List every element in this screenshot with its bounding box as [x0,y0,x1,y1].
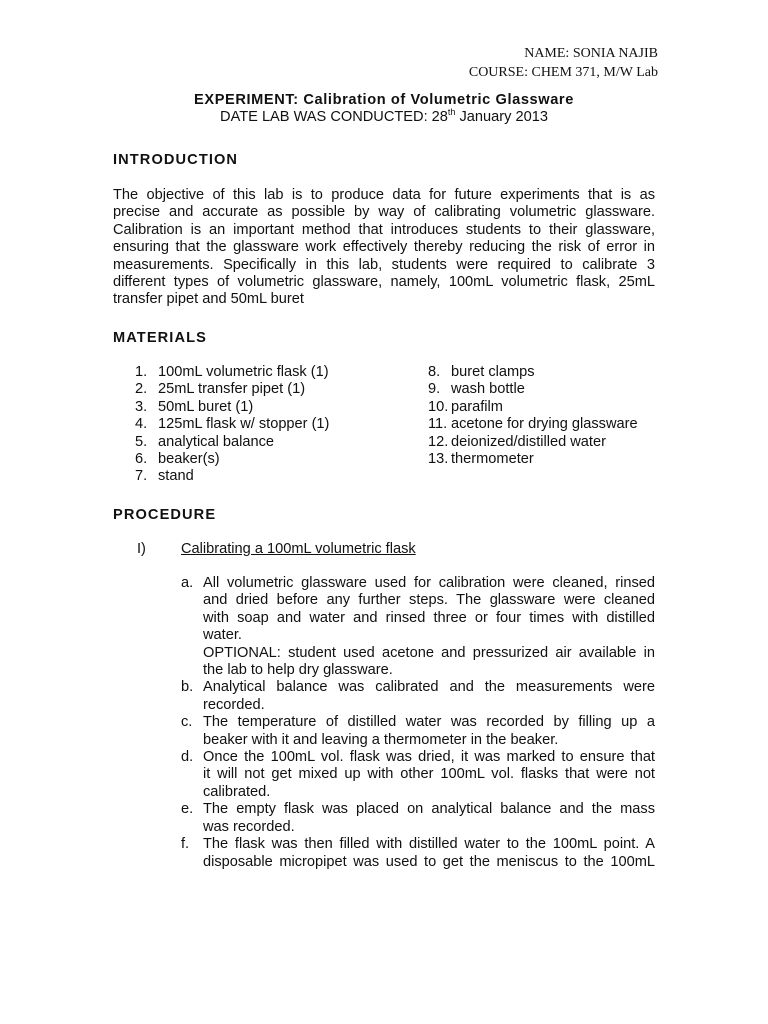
material-item [428,399,638,416]
procedure-steps [181,575,655,871]
material-text: acetone for drying glassware [451,416,638,433]
step-line: beaker with it and leaving a thermometer in the beaker. [203,731,559,748]
material-number: 1. [135,364,148,380]
introduction-line: transfer pipet and 50mL buret [113,291,304,308]
material-text: wash bottle [451,381,525,398]
material-text: 125mL flask w/ stopper (1) [158,416,330,433]
material-number: 6. [135,450,148,467]
material-number: 5. [135,433,148,450]
material-text: stand [158,468,194,485]
material-number: 13. [428,450,449,467]
step-text [203,749,655,801]
material-number: 11. [428,416,448,433]
step-line: OPTIONAL: student used acetone and pressurized air available in [203,644,655,661]
material-number: 10. [428,398,449,415]
step-letter: c. [181,714,193,731]
step-line: disposable micropipet was used to get the meniscus to the 100mL [203,853,655,870]
material-item [428,451,638,468]
material-item [135,364,329,381]
material-item [135,451,329,468]
step-letter: f. [181,836,190,853]
material-text: 100mL volumetric flask (1) [158,364,329,380]
material-number: 4. [135,416,148,433]
introduction-line: ensuring that the glassware work effectively thereby reducing the risk of error in [113,239,655,256]
materials-list-right [428,364,638,468]
introduction-line: Calibration is an important method that introduces students to their glassware, [113,221,655,238]
student-name: NAME: SONIA NAJIB [524,46,658,61]
material-number: 12. [428,433,449,450]
step-line: it will not get mixed up with other 100mL vol. flasks that were not [203,766,655,783]
material-number: 3. [135,398,148,415]
introduction-line: The objective of this lab is to produce data for future experiments that is as [113,187,655,203]
material-text: deionized/distilled water [451,433,606,450]
experiment-title: EXPERIMENT: Calibration of Volumetric Glassware [194,92,574,108]
material-text: parafilm [451,398,503,415]
material-item [428,434,638,451]
step-line: water. [203,627,242,644]
step-line: The temperature of distilled water was recorded by filling up a [203,714,655,731]
material-item [135,399,329,416]
introduction-line: measurements. Specifically in this lab, students were required to calibrate 3 [113,256,655,273]
procedure-step [181,575,655,679]
procedure-step [181,749,655,801]
step-letter: e. [181,801,194,818]
step-letter: b. [181,679,194,696]
step-line: Analytical balance was calibrated and the measurements were [203,679,655,696]
material-text: thermometer [451,450,534,467]
material-item [135,381,329,398]
date-suffix: January 2013 [455,109,548,125]
step-text [203,575,655,679]
step-line: recorded. [203,696,265,713]
step-line: the lab to help dry glassware. [203,662,393,679]
material-text: 50mL buret (1) [158,398,254,415]
step-line: and dried before any further steps. The glassware were cleaned [203,592,655,609]
introduction-heading: INTRODUCTION [113,152,239,168]
material-item [428,364,638,381]
step-text [203,714,655,749]
material-text: buret clamps [451,364,535,380]
step-line: The flask was then filled with distilled water to the 100mL point. A [203,836,655,853]
step-line: The empty flask was placed on analytical balance and the mass [203,801,655,818]
procedure-step [181,836,655,871]
introduction-line: precise and accurate as possible by way of calibrating volumetric glassware. [113,204,655,221]
material-item [135,434,329,451]
material-text: 25mL transfer pipet (1) [158,381,306,398]
student-header [469,44,658,82]
step-line: All volumetric glassware used for calibration were cleaned, rinsed [203,575,655,591]
material-number: 7. [135,468,148,485]
date-ordinal: th [447,107,456,118]
step-line: calibrated. [203,783,271,800]
procedure-heading: PROCEDURE [113,507,217,523]
material-item [428,381,638,398]
material-number: 2. [135,381,148,398]
step-text [203,679,655,714]
procedure-step [181,801,655,836]
step-text [203,836,655,871]
material-number: 9. [428,381,441,398]
step-text [203,801,655,836]
step-line: Once the 100mL vol. flask was dried, it was marked to ensure that [203,749,655,766]
introduction-line: different types of volumetric glassware, namely, 100mL volumetric flask, 25mL [113,274,655,291]
materials-heading: MATERIALS [113,330,207,346]
step-line: was recorded. [203,818,295,835]
date-conducted [0,109,768,126]
step-line: with soap and water and rinsed three or four times with distilled [203,609,655,626]
material-number: 8. [428,364,441,380]
material-item [135,416,329,433]
materials-list-left [135,364,329,486]
procedure-step [181,714,655,749]
procedure-part-numeral: I) [137,541,146,557]
material-item [428,416,638,433]
material-item [135,468,329,485]
step-letter: d. [181,749,194,766]
introduction-paragraph [113,187,655,309]
course-name: COURSE: CHEM 371, M/W Lab [468,65,658,80]
material-text: analytical balance [158,433,275,450]
procedure-part-title: Calibrating a 100mL volumetric flask [181,541,416,557]
material-text: beaker(s) [158,450,220,467]
date-prefix: DATE LAB WAS CONDUCTED: 28 [220,109,448,125]
procedure-step [181,679,655,714]
step-letter: a. [181,575,194,591]
